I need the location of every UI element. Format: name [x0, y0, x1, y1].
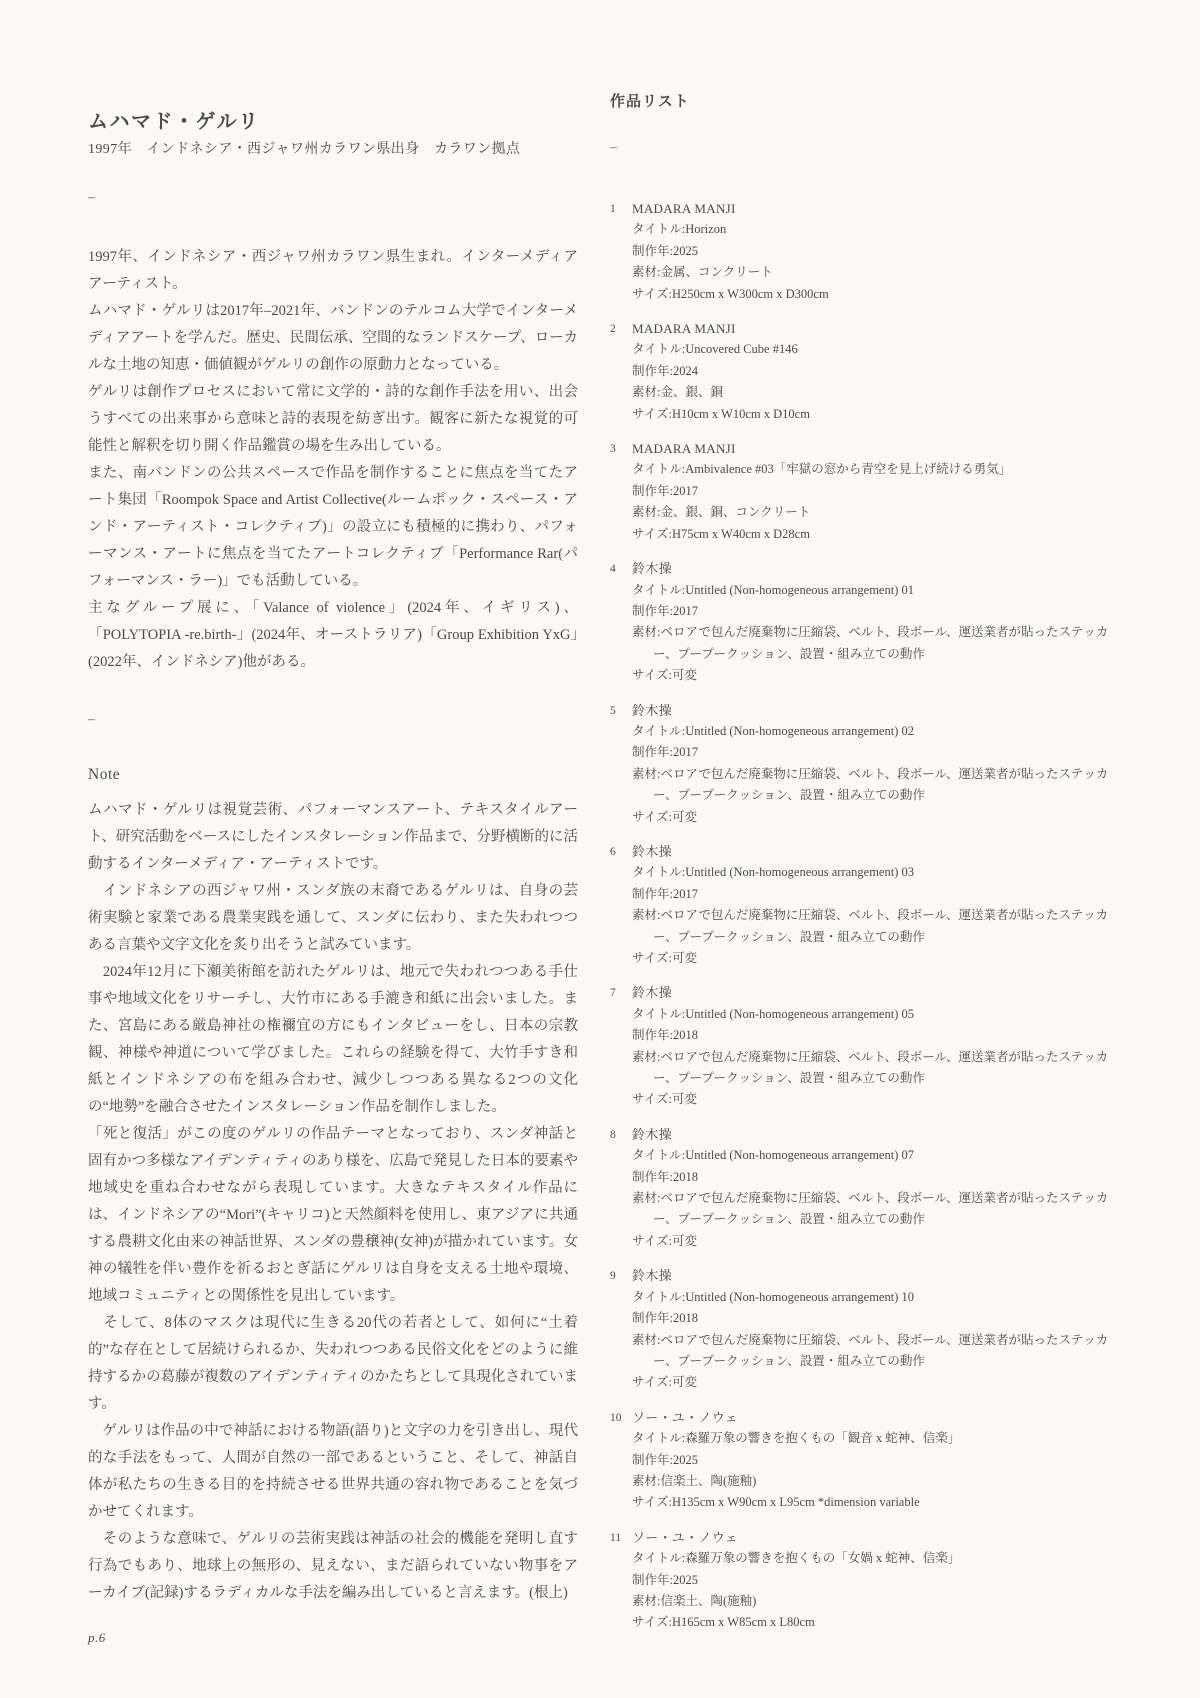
work-size-line	[632, 284, 1122, 305]
work-material-value: 信楽土、陶(施釉)	[660, 1593, 757, 1608]
work-title-value: Untitled (Non-homogeneous arrangement) 10	[685, 1289, 914, 1304]
bio-paragraph: ムハマド・ゲルリは2017年–2021年、バンドンのテルコム大学でインターメディアアートを学んだ。歴史、民間伝承、空間的なランドスケープ、ローカルな土地の知恵・価値観がゲルリの創作の原動力となっている。	[88, 303, 578, 373]
work-title-line	[632, 1287, 1122, 1308]
work-size-label: サイズ:	[632, 1615, 672, 1630]
work-material-value: ベロアで包んだ廃棄物に圧縮袋、ベルト、段ボール、運送業者が貼ったステッカー、プープークッション、設置・組み立ての動作	[653, 766, 1109, 803]
work-size-label: サイズ:	[632, 286, 672, 301]
work-size-value: 可変	[671, 951, 697, 965]
work-item	[610, 982, 1122, 1110]
work-year-value: 2017	[672, 886, 698, 901]
work-title-label: タイトル:	[632, 1148, 686, 1163]
work-body	[632, 1407, 1122, 1514]
section-divider: –	[88, 190, 95, 205]
page-title-artist-name: ムハマド・ゲルリ	[88, 111, 260, 134]
work-year-value: 2018	[672, 1028, 698, 1043]
work-material-line	[632, 905, 1122, 948]
work-title-value: 森羅万象の響きを抱くもの「観音 x 蛇神、信楽」	[685, 1431, 961, 1446]
work-title-line	[632, 1145, 1122, 1166]
work-size-value: H75cm x W40cm x D28cm	[671, 526, 810, 541]
work-title-label: タイトル:	[632, 1006, 686, 1021]
work-title-label: タイトル:	[632, 1289, 686, 1304]
work-title-label: タイトル:	[632, 723, 686, 738]
work-year-line	[632, 1167, 1122, 1188]
work-title-line	[632, 339, 1122, 360]
work-year-label: 制作年:	[632, 1572, 673, 1587]
note-paragraph: そのような意味で、ゲルリの芸術実践は神話の社会的機能を発明し直す行為でもあり、地球上の無形の、見えない、まだ語られていない物事をアーカイブ(記録)するラディカルな手法を編み出していると言えます。(根上)	[88, 1531, 578, 1601]
work-material-label: 素材:	[632, 385, 661, 400]
work-size-value: H250cm x W300cm x D300cm	[671, 286, 829, 301]
work-number: 1	[610, 203, 616, 215]
work-item	[610, 1407, 1122, 1514]
work-size-value: 可変	[671, 668, 697, 683]
work-size-value: 可変	[671, 1092, 697, 1107]
note-paragraph: 2024年12月に下瀬美術館を訪れたゲルリは、地元で失われつつある手仕事や地域文化をリサーチし、大竹市にある手漉き和紙に出会いました。また、宮島にある厳島神社の権禰宜の方にもインタビューをし、日本の宗教観、神様や神道について学びました。これらの経験を得て、大竹手すき和紙とインドネシアの布を組み合わせ、減少しつつある異なる2つの文化の“地勢”を融合させたインスタレーション作品を制作しました。	[88, 964, 578, 1115]
work-size-value: 可変	[671, 1375, 697, 1390]
work-artist-name: 鈴木操	[632, 1268, 672, 1284]
work-title-line	[632, 1548, 1122, 1569]
work-year-line	[632, 601, 1122, 622]
work-number: 2	[610, 323, 616, 336]
work-item	[610, 1124, 1122, 1252]
work-title-line	[632, 459, 1122, 480]
work-size-label: サイズ:	[632, 406, 672, 421]
work-material-line	[632, 1330, 1122, 1373]
work-artist-name: ソー・ユ・ノウェ	[632, 1529, 738, 1545]
work-title-line	[632, 219, 1122, 240]
work-title-line	[632, 721, 1122, 742]
work-material-label: 素材:	[632, 1593, 661, 1608]
bio-paragraph: 主なグループ展に、「Valance of violence」(2024年、イギリス)、「POLYTOPIA -re.birth-」(2024年、オーストラリア)「Group Exhibition YxG」(2022年、インドネシア)他がある。	[88, 600, 578, 670]
work-size-value: 可変	[671, 809, 697, 824]
note-paragraph: インドネシアの西ジャワ州・スンダ族の末裔であるゲルリは、自身の芸術実験と家業である農業実践を通して、スンダに伝わり、また失われつつある言葉や文字文化を炙り出そうと試みています。	[88, 883, 578, 953]
work-body	[632, 318, 1122, 425]
work-material-value: 金、銀、銅	[660, 385, 723, 400]
work-year-label: 制作年:	[632, 886, 673, 901]
work-title-value: Ambivalence #03「牢獄の窓から青空を見上げ続ける勇気」	[685, 462, 1012, 477]
work-year-value: 2025	[672, 243, 698, 258]
work-title-line	[632, 862, 1122, 883]
work-body	[632, 700, 1122, 828]
work-size-value: H135cm x W90cm x L95cm *dimension variable	[671, 1495, 920, 1510]
work-title-value: Untitled (Non-homogeneous arrangement) 07	[685, 1148, 914, 1163]
work-body	[632, 558, 1122, 686]
work-material-label: 素材:	[632, 1049, 661, 1064]
work-size-line	[632, 1089, 1122, 1110]
work-size-value: H165cm x W85cm x L80cm	[671, 1615, 815, 1630]
work-size-value: 可変	[671, 1233, 697, 1248]
work-title-value: Horizon	[685, 222, 727, 237]
work-artist-name: 鈴木操	[632, 561, 672, 577]
work-year-line	[632, 1308, 1122, 1329]
section-divider: –	[610, 140, 617, 155]
bio-paragraph: ゲルリは創作プロセスにおいて常に文学的・詩的な創作手法を用い、出会うすべての出来事から意味と詩的表現を紡ぎ出す。観客に新たな視覚的可能性と解釈を切り開く作品鑑賞の場を生み出している。	[88, 384, 578, 454]
work-title-line	[632, 1428, 1122, 1449]
work-year-value: 2017	[672, 603, 698, 618]
work-size-line	[632, 1372, 1122, 1393]
work-size-line	[632, 665, 1122, 686]
work-material-line	[632, 1188, 1122, 1231]
work-year-label: 制作年:	[632, 483, 673, 498]
work-artist-name: MADARA MANJI	[632, 201, 736, 216]
work-item	[610, 1265, 1122, 1393]
work-year-label: 制作年:	[632, 1452, 673, 1467]
work-size-label: サイズ:	[632, 668, 672, 683]
work-number: 4	[610, 563, 616, 576]
work-material-value: 金、銀、銅、コンクリート	[660, 505, 811, 520]
work-item	[610, 198, 1122, 305]
section-divider: –	[88, 712, 95, 727]
note-text	[88, 797, 578, 1607]
bio-paragraph: 1997年、インドネシア・西ジャワ州カラワン県生まれ。インターメディアアーティスト。	[88, 249, 578, 292]
work-material-value: ベロアで包んだ廃棄物に圧縮袋、ベルト、段ボール、運送業者が貼ったステッカー、プープークッション、設置・組み立ての動作	[653, 1191, 1109, 1227]
work-year-line	[632, 241, 1122, 262]
work-size-line	[632, 1492, 1122, 1513]
note-paragraph: 「死と復活」がこの度のゲルリの作品テーマとなっており、スンダ神話と固有かつ多様なアイデンティティのあり様を、広島で発見した日本的要素や地域史を重ね合わせながら表現しています。大きなテキスタイル作品には、インドネシアの“Mori”(キャリコ)と天然顔料を使用し、東アジアに共通する農耕文化由来の神話世界、スンダの豊穣神(女神)が描かれています。女神の犠牲を伴い豊作を祈るおとぎ話にゲルリは自身を支える土地や環境、地域コミュニティとの関係性を見出しています。	[88, 1126, 578, 1304]
work-material-line	[632, 764, 1122, 807]
work-size-line	[632, 1231, 1122, 1252]
work-title-value: Untitled (Non-homogeneous arrangement) 02	[685, 723, 914, 738]
work-artist-name: MADARA MANJI	[632, 441, 736, 457]
work-title-label: タイトル:	[632, 1431, 686, 1446]
work-material-label: 素材:	[632, 505, 661, 520]
work-year-line	[632, 1025, 1122, 1046]
work-artist-name: MADARA MANJI	[632, 321, 736, 337]
artist-bio	[88, 244, 578, 676]
works-list	[610, 198, 1122, 1647]
work-title-label: タイトル:	[632, 865, 686, 880]
work-number: 6	[610, 845, 616, 858]
work-number: 8	[610, 1128, 616, 1141]
work-title-value: Untitled (Non-homogeneous arrangement) 01	[685, 582, 914, 597]
work-body	[632, 1124, 1122, 1252]
work-year-value: 2025	[672, 1452, 698, 1467]
work-item	[610, 558, 1122, 686]
work-title-line	[632, 1004, 1122, 1025]
work-year-label: 制作年:	[632, 745, 673, 760]
work-artist-name: 鈴木操	[632, 843, 672, 859]
work-year-label: 制作年:	[632, 243, 673, 258]
work-year-value: 2025	[672, 1572, 698, 1587]
work-size-label: サイズ:	[632, 1092, 672, 1107]
work-material-line	[632, 502, 1122, 523]
artist-origin-line: 1997年 インドネシア・西ジャワ州カラワン県出身 カラワン拠点	[88, 142, 521, 157]
work-title-value: Untitled (Non-homogeneous arrangement) 05	[685, 1006, 914, 1021]
bio-paragraph: また、南バンドンの公共スペースで作品を制作することに焦点を当てたアート集団「Roompok Space and Artist Collective(ルームポック・スペース・アンド・アーティスト・コレクティブ)」の設立にも積極的に携わり、パフォーマンス・アートに焦点を当てたアートコレクティブ「Performance Rar(パフォーマンス・ラー)」でも活動している。	[88, 465, 578, 589]
work-size-label: サイズ:	[632, 809, 672, 824]
note-paragraph: そして、8体のマスクは現代に生きる20代の若者として、如何に“土着的”な存在として居続けられるか、失われつつある民俗文化をどのように維持するかの葛藤が複数のアイデンティティのかたちとして具現化されています。	[88, 1315, 578, 1412]
work-material-value: ベロアで包んだ廃棄物に圧縮袋、ベルト、段ボール、運送業者が貼ったステッカー、プープークッション、設置・組み立ての動作	[653, 1332, 1109, 1368]
work-item	[610, 1527, 1122, 1634]
work-number: 10	[610, 1411, 622, 1424]
work-size-label: サイズ:	[632, 1495, 672, 1510]
work-year-label: 制作年:	[632, 363, 673, 378]
work-title-value: 森羅万象の響きを抱くもの「女媧 x 蛇神、信楽」	[685, 1551, 961, 1566]
work-year-line	[632, 361, 1122, 382]
work-year-label: 制作年:	[632, 1311, 673, 1326]
work-year-value: 2017	[672, 483, 698, 498]
work-title-label: タイトル:	[632, 222, 686, 237]
work-year-line	[632, 1450, 1122, 1471]
work-body	[632, 1527, 1122, 1634]
work-size-label: サイズ:	[632, 526, 672, 541]
work-material-line	[632, 1471, 1122, 1492]
note-heading: Note	[88, 766, 121, 783]
work-year-value: 2024	[672, 363, 698, 378]
work-artist-name: ソー・ユ・ノウェ	[632, 1409, 738, 1425]
work-body	[632, 841, 1122, 969]
work-material-line	[632, 262, 1122, 283]
work-title-label: タイトル:	[632, 582, 686, 597]
work-material-line	[632, 1591, 1122, 1612]
work-title-label: タイトル:	[632, 462, 686, 477]
work-material-value: ベロアで包んだ廃棄物に圧縮袋、ベルト、段ボール、運送業者が貼ったステッカー、プープークッション、設置・組み立ての動作	[653, 625, 1109, 661]
work-material-value: ベロアで包んだ廃棄物に圧縮袋、ベルト、段ボール、運送業者が貼ったステッカー、プープークッション、設置・組み立ての動作	[653, 1049, 1109, 1086]
work-number: 3	[610, 443, 616, 456]
work-number: 11	[610, 1531, 622, 1544]
work-item	[610, 841, 1122, 969]
work-size-value: H10cm x W10cm x D10cm	[671, 406, 810, 421]
work-artist-name: 鈴木操	[632, 985, 672, 1001]
note-paragraph: ゲルリは作品の中で神話における物語(語り)と文字の力を引き出し、現代的な手法をもって、人間が自然の一部であるということ、そして、神話自体が私たちの生きる目的を持続させる世界共通の容れ物であることを気づかせてくれます。	[88, 1423, 578, 1520]
work-title-value: Untitled (Non-homogeneous arrangement) 03	[685, 865, 914, 880]
work-number: 9	[610, 1270, 616, 1283]
work-size-label: サイズ:	[632, 1375, 672, 1390]
work-material-label: 素材:	[632, 1332, 661, 1347]
work-material-label: 素材:	[632, 265, 661, 280]
work-material-label: 素材:	[632, 1473, 661, 1488]
work-body	[632, 198, 1122, 305]
work-body	[632, 438, 1122, 545]
work-body	[632, 1265, 1122, 1393]
work-year-label: 制作年:	[632, 603, 673, 618]
work-item	[610, 700, 1122, 828]
work-material-label: 素材:	[632, 625, 661, 640]
work-material-label: 素材:	[632, 908, 661, 923]
work-artist-name: 鈴木操	[632, 702, 672, 718]
work-year-label: 制作年:	[632, 1028, 673, 1043]
work-size-line	[632, 807, 1122, 828]
work-material-value: ベロアで包んだ廃棄物に圧縮袋、ベルト、段ボール、運送業者が貼ったステッカー、プープークッション、設置・組み立ての動作	[653, 908, 1109, 944]
work-size-line	[632, 948, 1122, 969]
work-item	[610, 438, 1122, 545]
work-title-line	[632, 580, 1122, 601]
work-size-line	[632, 404, 1122, 425]
work-material-label: 素材:	[632, 1191, 661, 1206]
work-year-value: 2018	[672, 1169, 698, 1184]
work-year-label: 制作年:	[632, 1169, 673, 1184]
work-body	[632, 982, 1122, 1110]
work-material-line	[632, 382, 1122, 403]
work-material-value: 金属、コンクリート	[660, 265, 773, 280]
work-year-line	[632, 481, 1122, 502]
works-list-heading: 作品リスト	[610, 94, 690, 110]
work-material-line	[632, 622, 1122, 665]
work-year-value: 2017	[672, 745, 698, 760]
work-number: 7	[610, 987, 616, 1000]
work-year-value: 2018	[672, 1311, 698, 1326]
work-item	[610, 318, 1122, 425]
work-artist-name: 鈴木操	[632, 1126, 672, 1142]
work-material-value: 信楽土、陶(施釉)	[660, 1473, 757, 1488]
page-number: p.6	[88, 1630, 106, 1645]
work-size-label: サイズ:	[632, 951, 672, 965]
work-size-line	[632, 1612, 1122, 1633]
work-title-label: タイトル:	[632, 342, 686, 357]
work-title-value: Uncovered Cube #146	[685, 342, 798, 357]
work-size-label: サイズ:	[632, 1233, 672, 1248]
work-year-line	[632, 1570, 1122, 1591]
note-paragraph: ムハマド・ゲルリは視覚芸術、パフォーマンスアート、テキスタイルアート、研究活動をベースにしたインスタレーション作品まで、分野横断的に活動するインターメディア・アーティストです。	[88, 802, 578, 872]
work-material-line	[632, 1047, 1122, 1090]
work-year-line	[632, 742, 1122, 763]
work-size-line	[632, 524, 1122, 545]
work-year-line	[632, 884, 1122, 905]
work-title-label: タイトル:	[632, 1551, 686, 1566]
work-number: 5	[610, 704, 616, 717]
work-material-label: 素材:	[632, 766, 661, 781]
